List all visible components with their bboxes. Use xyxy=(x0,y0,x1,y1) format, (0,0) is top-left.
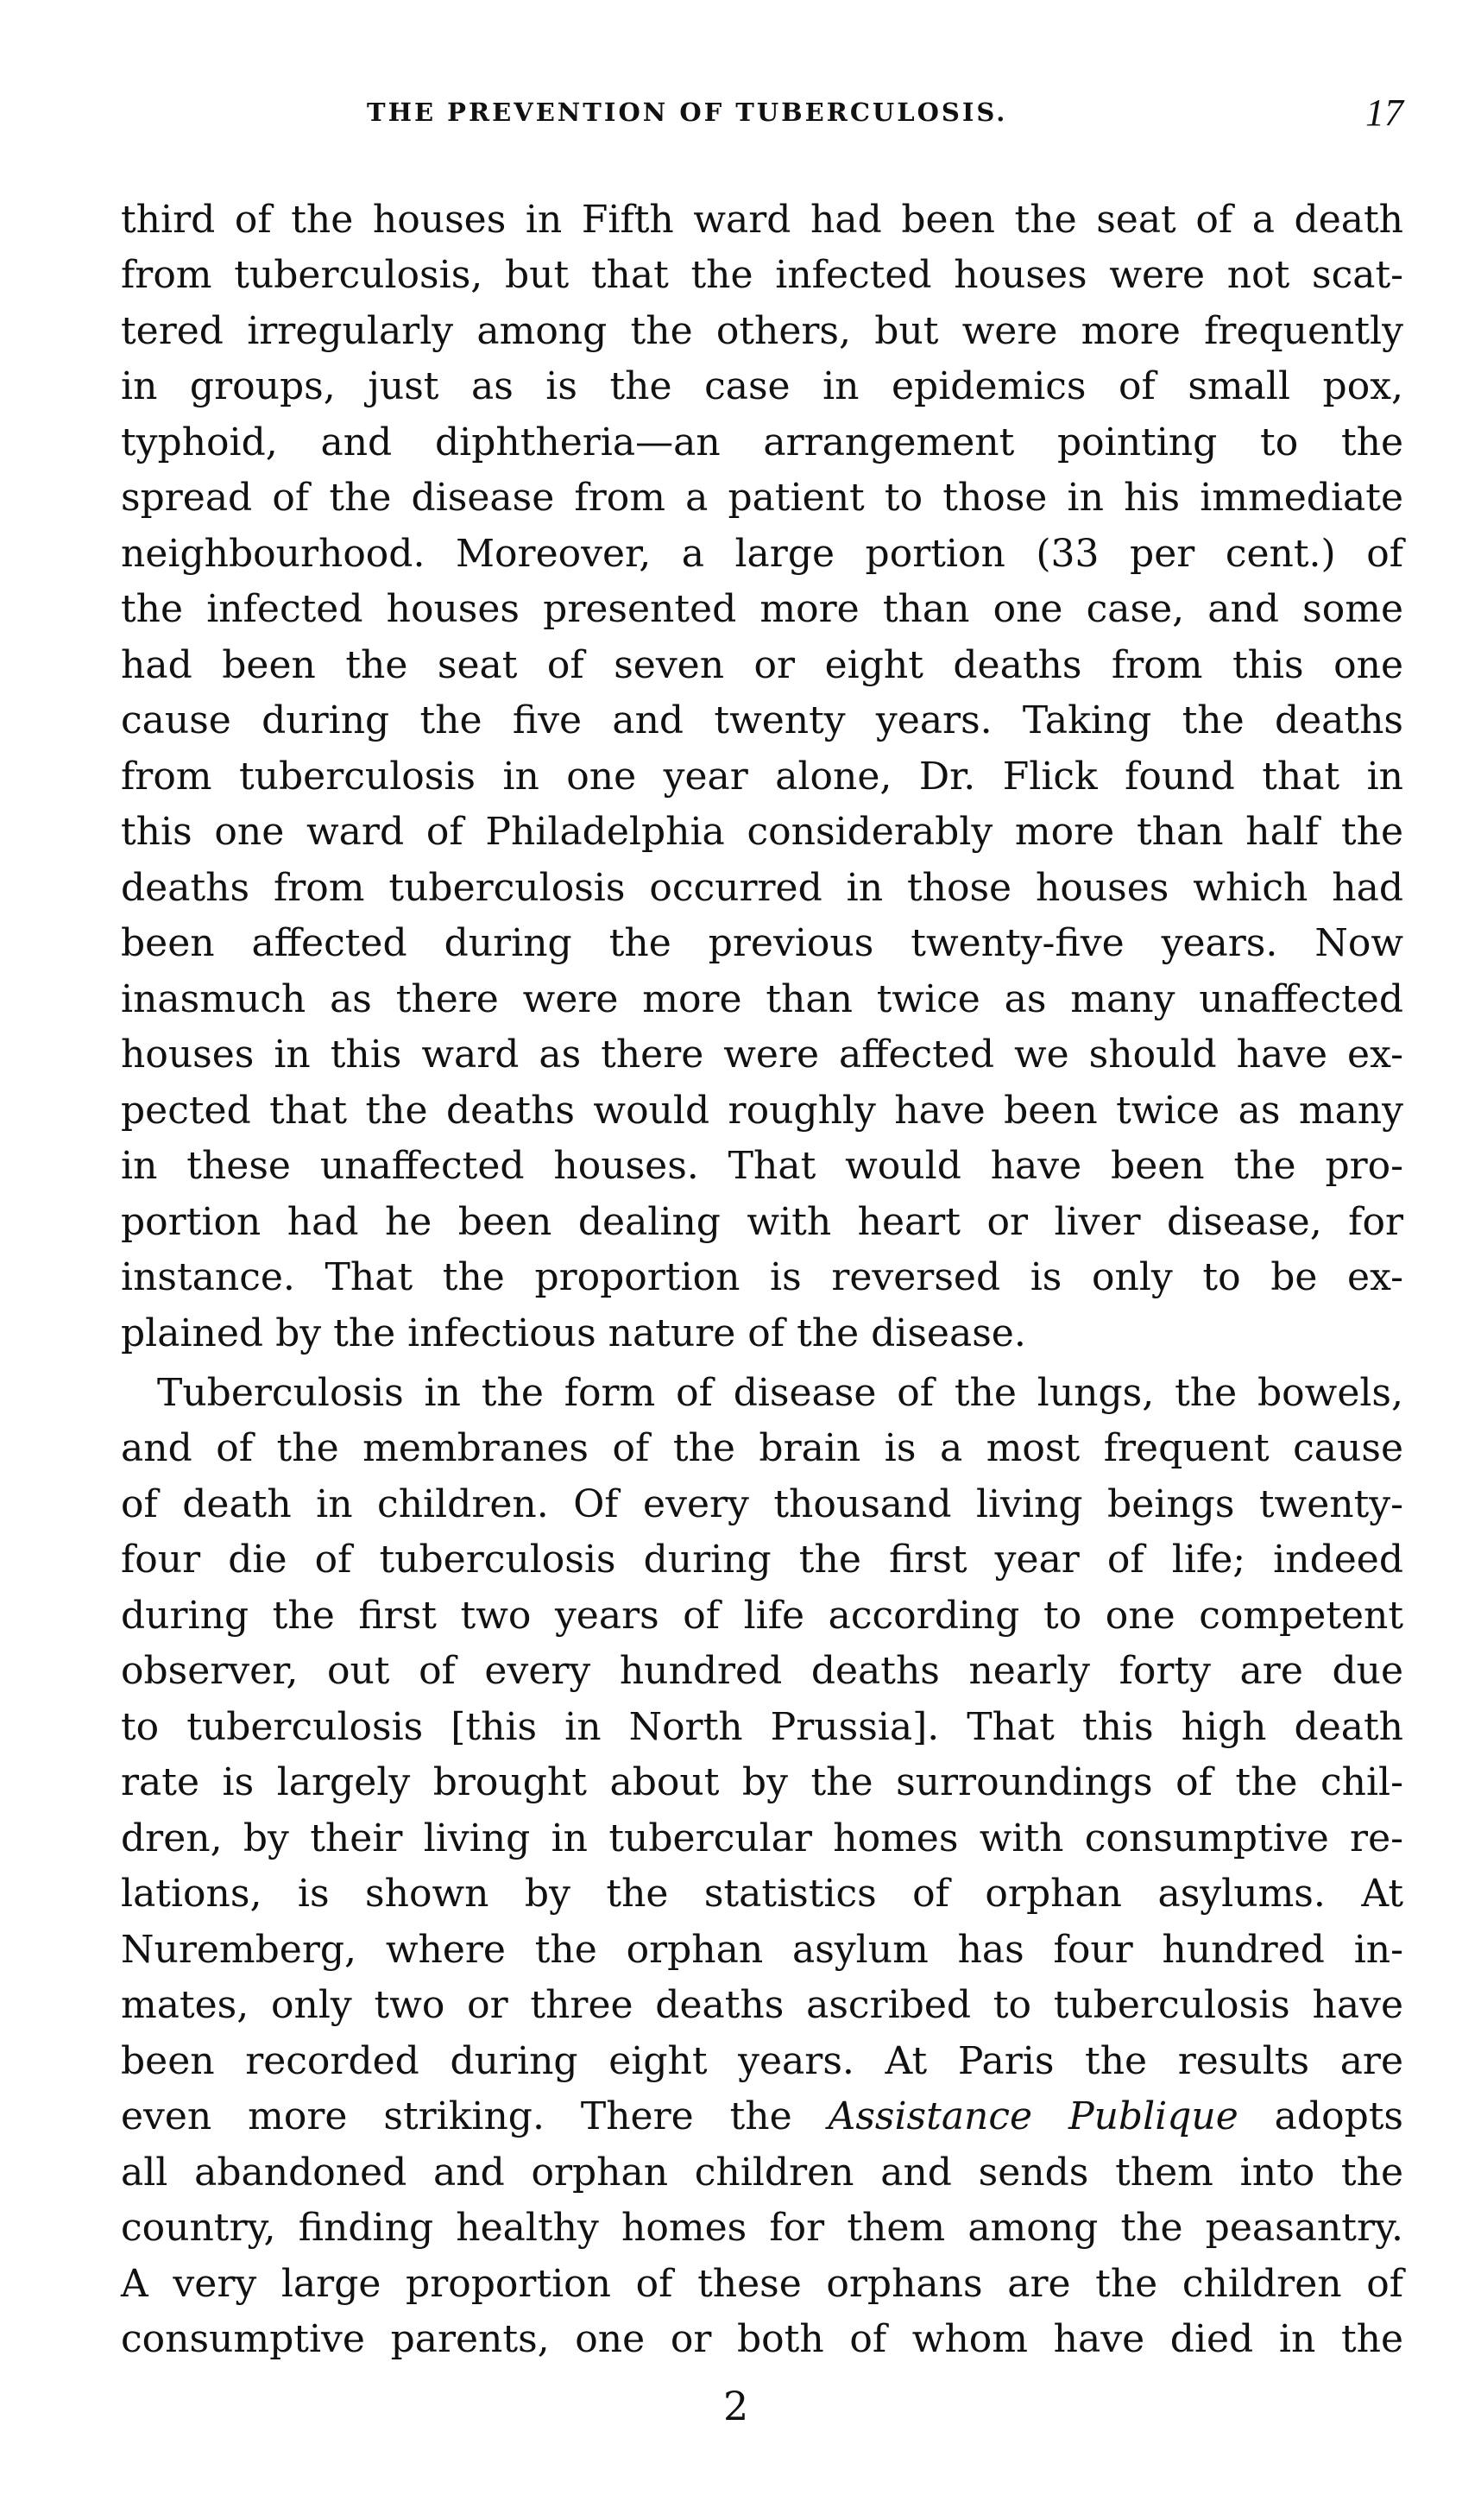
paragraph-2-line: lations, is shown by the statistics of orphan asylums. At xyxy=(121,1872,1403,1916)
paragraph-2-line: observer, out of every hundred deaths nearly forty are due xyxy=(121,1649,1403,1693)
paragraph-2-line-with-italic xyxy=(121,2094,1404,2138)
paragraph-1-line: from tuberculosis, but that the infected houses were not scat- xyxy=(121,253,1403,297)
paragraph-1-line: this one ward of Philadelphia considerably more than half the xyxy=(121,810,1403,854)
paragraph-1-line: third of the houses in Fifth ward had been the seat of a death xyxy=(121,198,1403,242)
paragraph-2-line: to tuberculosis [this in North Prussia]. That this high death xyxy=(121,1705,1403,1749)
paragraph-2-line: during the first two years of life according to one competent xyxy=(121,1594,1403,1638)
paragraph-1-line: cause during the five and twenty years. Taking the deaths xyxy=(121,698,1403,742)
running-head: THE PREVENTION OF TUBERCULOSIS. xyxy=(367,98,1008,127)
paragraph-1-line: neighbourhood. Moreover, a large portion (33 per cent.) of xyxy=(121,532,1403,576)
paragraph-1-line: spread of the disease from a patient to those in his immediate xyxy=(121,476,1403,520)
paragraph-2-line: four die of tuberculosis during the first year of life; indeed xyxy=(121,1538,1403,1582)
paragraph-1-line: houses in this ward as there were affected we should have ex- xyxy=(121,1033,1403,1077)
paragraph-1-line: inasmuch as there were more than twice as many unaffected xyxy=(121,977,1403,1021)
paragraph-2-line: rate is largely brought about by the surroundings of the chil- xyxy=(121,1760,1403,1804)
paragraph-2-line: country, finding healthy homes for them among the peasantry. xyxy=(121,2206,1403,2250)
line-text-prefix: even more striking. There the xyxy=(121,2094,829,2138)
paragraph-2-line: and of the membranes of the brain is a most frequent cause xyxy=(121,1426,1403,1470)
paragraph-2-line: mates, only two or three deaths ascribed to tuberculosis have xyxy=(121,1983,1403,2027)
paragraph-1-line: been affected during the previous twenty-five years. Now xyxy=(121,921,1403,965)
paragraph-1-line: in groups, just as is the case in epidemics of small pox, xyxy=(121,364,1403,408)
paragraph-1-line: the infected houses presented more than one case, and some xyxy=(121,587,1403,631)
paragraph-2-line: Nuremberg, where the orphan asylum has four hundred in- xyxy=(121,1928,1403,1972)
paragraph-2-line: Tuberculosis in the form of disease of the lungs, the bowels, xyxy=(157,1371,1403,1415)
paragraph-2-line: been recorded during eight years. At Paris the results are xyxy=(121,2039,1403,2083)
paragraph-2-line: A very large proportion of these orphans are the children of xyxy=(121,2262,1403,2306)
signature-mark: 2 xyxy=(723,2383,749,2429)
paragraph-2-line: dren, by their living in tubercular homes with consumptive re- xyxy=(121,1816,1403,1860)
italic-term: Assistance Publique xyxy=(828,2094,1238,2138)
paragraph-1-line: tered irregularly among the others, but were more frequently xyxy=(121,309,1403,353)
line-text-suffix: adopts xyxy=(1238,2094,1404,2138)
paragraph-1-line: typhoid, and diphtheria—an arrangement pointing to the xyxy=(121,420,1403,464)
paragraph-2-line: all abandoned and orphan children and sends them into the xyxy=(121,2151,1403,2195)
paragraph-1-line: plained by the infectious nature of the disease. xyxy=(121,1311,1026,1355)
paragraph-1-line: portion had he been dealing with heart or liver disease, for xyxy=(121,1200,1403,1244)
paragraph-2-line: consumptive parents, one or both of whom have died in the xyxy=(121,2317,1403,2361)
paragraph-1-line: instance. That the proportion is reversed is only to be ex- xyxy=(121,1255,1403,1299)
paragraph-1-line: had been the seat of seven or eight deaths from this one xyxy=(121,643,1403,687)
paragraph-1-line: pected that the deaths would roughly have been twice as many xyxy=(121,1089,1403,1133)
paragraph-1-line: in these unaffected houses. That would have been the pro- xyxy=(121,1144,1403,1188)
paragraph-1-line: from tuberculosis in one year alone, Dr. Flick found that in xyxy=(121,755,1403,799)
page-number: 17 xyxy=(1365,92,1403,134)
paragraph-2-line: of death in children. Of every thousand living beings twenty- xyxy=(121,1482,1403,1526)
paragraph-1-line: deaths from tuberculosis occurred in those houses which had xyxy=(121,866,1403,910)
